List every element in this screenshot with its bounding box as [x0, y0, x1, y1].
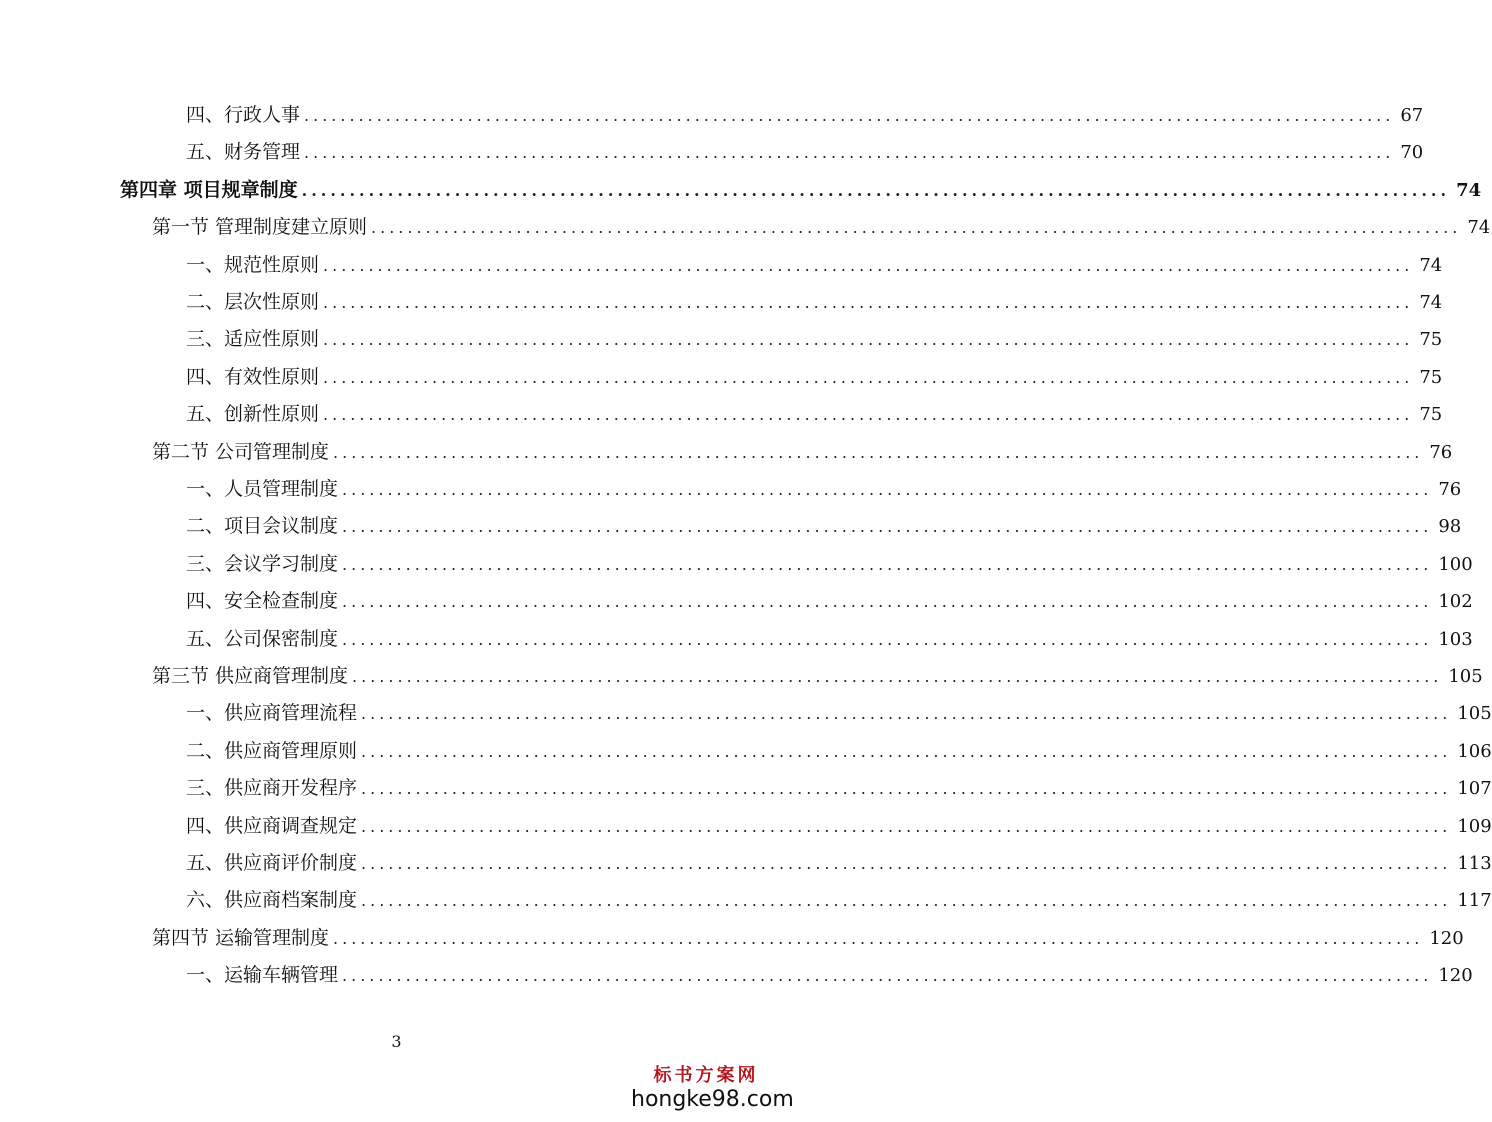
toc-entry	[186, 960, 1473, 990]
toc-entry-label: 二、供应商管理原则	[186, 739, 358, 762]
toc-entry-label: 三、供应商开发程序	[186, 777, 358, 800]
toc-entry-label: 二、项目会议制度	[186, 515, 339, 538]
toc-entry	[186, 511, 1462, 541]
toc-leader-dots: ........................................................................................................................	[304, 106, 1395, 125]
toc-leader-dots: ........................................................................................................................	[342, 629, 1433, 649]
toc-entry	[186, 698, 1492, 728]
toc-entry-label: 四、有效性原则	[186, 365, 320, 388]
toc-entry-page: 105	[1457, 703, 1492, 725]
toc-entry-page: 70	[1400, 142, 1424, 164]
toc-leader-dots: ........................................................................................................................	[361, 854, 1452, 873]
toc-leader-dots: ........................................................................................................................	[361, 891, 1452, 911]
toc-entry-label: 四、供应商调查规定	[186, 814, 358, 837]
toc-entry	[152, 923, 1464, 953]
toc-entry-page: 74	[1456, 179, 1482, 201]
toc-leader-dots: ........................................................................................................................	[304, 143, 1395, 163]
watermark-cn: 标书方案网	[653, 1065, 759, 1086]
toc-entry	[186, 624, 1473, 654]
toc-entry	[186, 324, 1443, 354]
toc-entry-page: 120	[1438, 965, 1473, 987]
toc-leader-dots: ........................................................................................................................	[323, 293, 1414, 312]
toc-entry-label: 五、创新性原则	[186, 403, 320, 426]
toc-entry-label: 五、公司保密制度	[186, 627, 339, 650]
toc-entry	[186, 474, 1462, 504]
toc-entry-page: 75	[1419, 329, 1443, 351]
toc-leader-dots: ........................................................................................................................	[342, 592, 1433, 612]
toc-entry	[186, 549, 1473, 579]
toc-entry	[186, 848, 1492, 878]
toc-entry-page: 76	[1438, 479, 1462, 500]
toc-entry-label: 一、供应商管理流程	[186, 702, 358, 725]
toc-entry-page: 113	[1457, 853, 1492, 874]
toc-entry-page: 102	[1438, 591, 1473, 613]
toc-leader-dots: ........................................................................................................................	[323, 367, 1414, 387]
toc-entry	[152, 661, 1483, 691]
toc-entry	[186, 399, 1443, 429]
toc-entry	[186, 362, 1443, 392]
toc-entry-page: 106	[1457, 740, 1492, 762]
toc-leader-dots: ........................................................................................................................	[333, 442, 1424, 462]
toc-leader-dots: ........................................................................................................................	[342, 966, 1433, 986]
toc-entry-label: 六、供应商档案制度	[186, 889, 358, 912]
toc-entry-page: 75	[1419, 366, 1443, 388]
toc-leader-dots: ........................................................................................................................	[323, 405, 1414, 425]
toc-entry-label: 一、人员管理制度	[186, 478, 339, 500]
toc-entry	[186, 811, 1492, 841]
toc-leader-dots: ........................................................................................................................	[342, 554, 1433, 574]
toc-leader-dots: ........................................................................................................................	[361, 816, 1452, 836]
toc-leader-dots: ........................................................................................................................	[323, 255, 1414, 275]
toc-entry-page: 103	[1438, 628, 1473, 650]
toc-leader-dots: ........................................................................................................................	[361, 741, 1452, 761]
toc-entry-page: 74	[1419, 254, 1443, 276]
toc-entry-page: 105	[1448, 666, 1483, 687]
toc-leader-dots: ........................................................................................................................	[301, 180, 1451, 200]
toc-leader-dots: ........................................................................................................................	[342, 480, 1433, 499]
toc-entry-page: 75	[1419, 404, 1443, 426]
toc-entry-page: 100	[1438, 553, 1473, 575]
toc-leader-dots: ........................................................................................................................	[333, 928, 1424, 948]
toc-entry-label: 五、供应商评价制度	[186, 852, 358, 874]
toc-entry-label: 第二节 公司管理制度	[152, 440, 330, 463]
toc-entry	[186, 250, 1443, 280]
toc-entry-label: 第三节 供应商管理制度	[152, 665, 349, 687]
page-number: 3	[391, 1032, 402, 1051]
toc-entry	[186, 773, 1492, 803]
toc-entry-label: 第一节 管理制度建立原则	[152, 216, 368, 239]
toc-leader-dots: ........................................................................................................................	[342, 517, 1433, 537]
toc-entry-page: 117	[1457, 890, 1492, 912]
toc-entry-label: 五、财务管理	[186, 141, 301, 164]
toc-entry	[152, 212, 1491, 242]
toc-entry	[186, 137, 1424, 167]
toc-entry-label: 二、层次性原则	[186, 291, 320, 313]
toc-entry-label: 一、规范性原则	[186, 253, 320, 276]
toc-entry-page: 107	[1457, 778, 1492, 800]
toc-entry-label: 一、运输车辆管理	[186, 964, 339, 987]
toc-entry-page: 109	[1457, 815, 1492, 837]
toc-entry-label: 三、适应性原则	[186, 328, 320, 351]
toc-entry-label: 第四章 项目规章制度	[120, 178, 298, 201]
toc-entry	[186, 287, 1443, 317]
toc-leader-dots: ........................................................................................................................	[323, 330, 1414, 350]
toc-entry	[120, 175, 1482, 205]
toc-entry-page: 98	[1438, 516, 1462, 538]
toc-entry	[186, 100, 1424, 130]
toc-entry-label: 四、安全检查制度	[186, 590, 339, 613]
watermark-logo	[631, 1061, 794, 1112]
toc-leader-dots: ........................................................................................................................	[361, 704, 1452, 724]
toc-entry-label: 第四节 运输管理制度	[152, 926, 330, 949]
toc-entry	[186, 885, 1492, 915]
toc-leader-dots: ........................................................................................................................	[352, 667, 1443, 686]
toc-entry-page: 120	[1429, 927, 1464, 949]
toc-entry-label: 三、会议学习制度	[186, 552, 339, 575]
toc-entry-page: 76	[1429, 441, 1453, 463]
toc-entry-page: 74	[1467, 217, 1491, 239]
toc-entry	[152, 437, 1453, 467]
toc-entry-label: 四、行政人事	[186, 104, 301, 126]
toc-leader-dots: ........................................................................................................................	[371, 218, 1462, 238]
toc-entry-page: 67	[1400, 105, 1424, 126]
toc-entry	[186, 736, 1492, 766]
toc-entry	[186, 586, 1473, 616]
watermark-en: hongke98.com	[631, 1087, 794, 1112]
toc-entry-page: 74	[1419, 292, 1443, 313]
toc-leader-dots: ........................................................................................................................	[361, 779, 1452, 799]
